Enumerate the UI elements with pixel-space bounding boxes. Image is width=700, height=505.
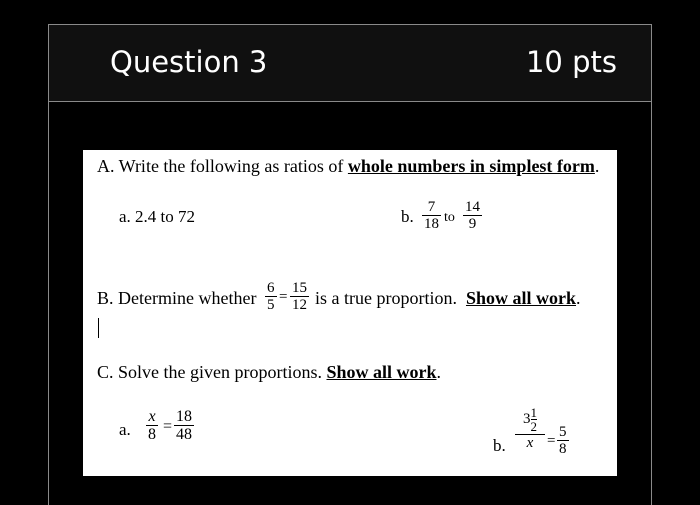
section-b-fraction-2 <box>290 280 309 313</box>
fraction-denominator: 12 <box>292 297 307 313</box>
section-c-suffix: . <box>436 362 442 382</box>
section-c-item-a-fraction-2 <box>174 408 194 443</box>
section-b-suffix-text <box>315 288 581 309</box>
section-c-item-a-equals: = <box>163 418 173 435</box>
fraction-denominator: 9 <box>468 216 477 232</box>
section-b-prefix: B. Determine whether <box>97 288 257 308</box>
section-a-emphasis: whole numbers in simplest form <box>347 156 595 176</box>
section-b-middle: is a true proportion. <box>315 288 457 308</box>
section-a-item-b-fraction-1 <box>422 199 441 232</box>
section-c-item-b-fraction-2 <box>557 424 569 457</box>
fraction-denominator: 8 <box>148 426 156 443</box>
question-title: Question 3 <box>110 45 268 79</box>
fraction-numerator: 14 <box>465 199 480 215</box>
section-c-instruction <box>97 362 441 383</box>
section-a-suffix: . <box>594 156 600 176</box>
fraction-numerator: x <box>148 408 156 425</box>
section-b-emphasis: Show all work <box>465 288 577 308</box>
section-c-emphasis: Show all work <box>326 362 437 382</box>
section-b-suffix: . <box>576 288 581 308</box>
section-a-item-b-to: to <box>444 210 455 225</box>
question-points: 10 pts <box>525 45 617 79</box>
section-c-item-b-complex-fraction <box>515 406 545 451</box>
fraction-numerator: 7 <box>427 199 436 215</box>
fraction-denominator: 18 <box>424 216 439 232</box>
fraction-numerator: 5 <box>559 424 567 440</box>
fraction-denominator: 48 <box>176 426 192 443</box>
fraction-numerator: 15 <box>292 280 307 296</box>
section-b-equals: = <box>279 289 288 305</box>
section-a-item-b-fraction-2 <box>463 199 482 232</box>
section-c-item-b-label: b. <box>493 436 506 455</box>
fraction-denominator: 8 <box>559 441 567 457</box>
section-b-fraction-1 <box>265 280 277 313</box>
fraction-numerator: 1 <box>530 405 537 420</box>
section-c-item-b-equals: = <box>547 433 556 449</box>
fraction-denominator: 5 <box>267 297 275 313</box>
mixed-fraction <box>531 406 538 433</box>
section-a-instruction <box>97 156 599 177</box>
text-cursor <box>98 318 99 338</box>
fraction-numerator: 18 <box>176 408 192 425</box>
question-image <box>83 150 617 476</box>
section-c-item-a-fraction-1 <box>146 408 158 443</box>
question-header <box>49 25 651 102</box>
section-c-item-a-label: a. <box>119 420 131 439</box>
section-a-item-a: a. 2.4 to 72 <box>119 207 196 226</box>
fraction-denominator: 2 <box>530 419 537 434</box>
section-a-item-b-label: b. <box>401 207 414 226</box>
section-c-prefix: C. Solve the given proportions. <box>97 362 322 382</box>
complex-numerator <box>523 406 537 433</box>
section-a-prefix: A. Write the following as ratios of <box>97 156 348 176</box>
mixed-whole: 3 <box>523 411 531 427</box>
fraction-numerator: 6 <box>267 280 275 296</box>
complex-denominator: x <box>526 435 534 451</box>
